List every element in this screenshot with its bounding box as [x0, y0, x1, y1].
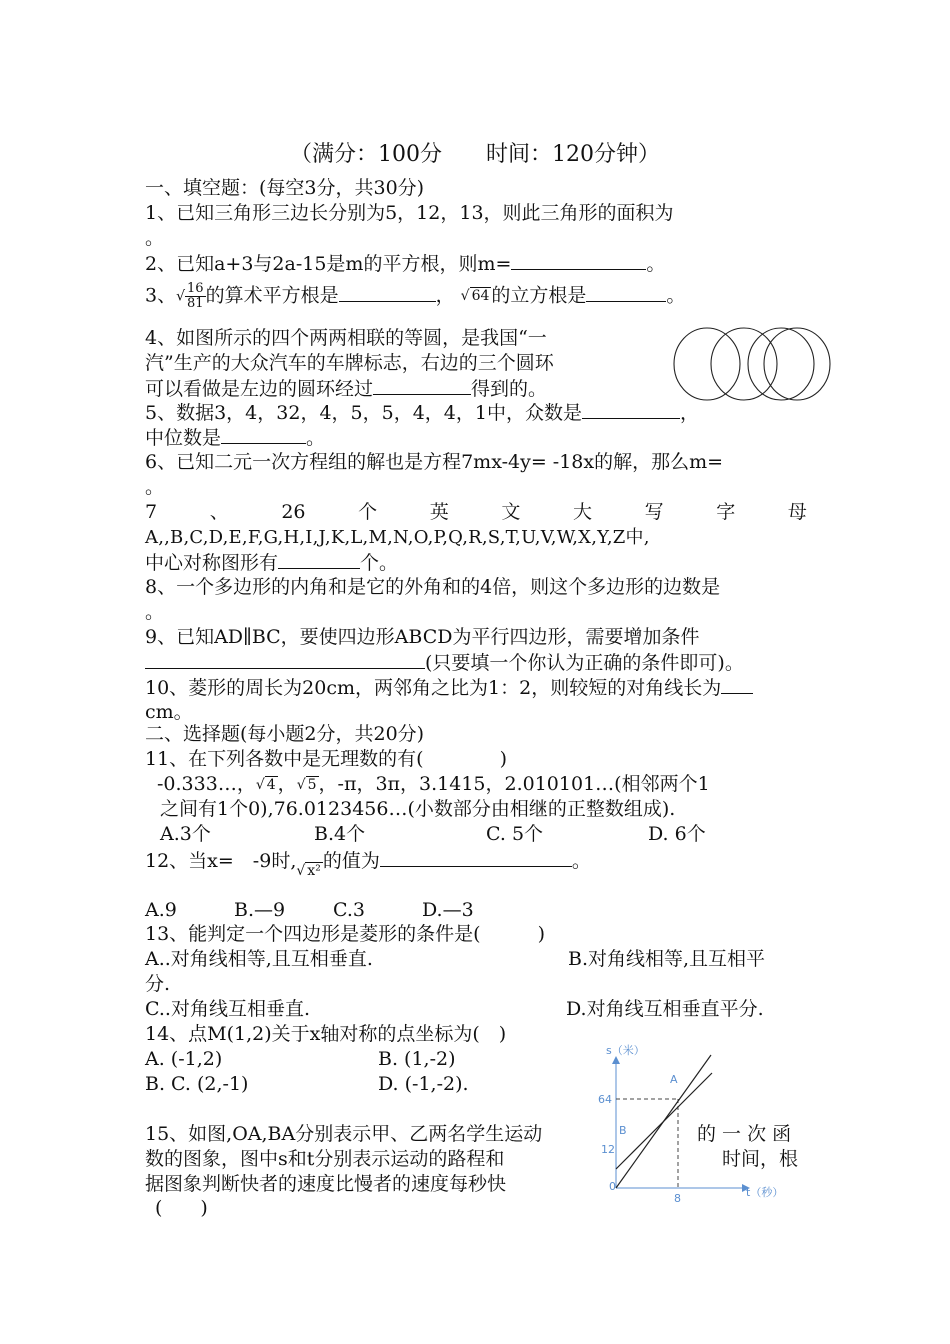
motion-graph: [598, 1040, 798, 1205]
option-a[interactable]: A.3个: [160, 823, 211, 845]
question-7-line1: 7 、 26 个 英 文 大 写 字 母: [145, 501, 807, 523]
question-10: 10、菱形的周长为20cm，两邻角之比为1：2，则较短的对角线长为: [145, 675, 753, 701]
sqrt-4: √ 4: [255, 776, 276, 793]
question-13: 13、能判定一个四边形是菱形的条件是( ): [145, 923, 546, 945]
option-b[interactable]: B.对角线相等,且互相平: [568, 948, 766, 970]
answer-blank[interactable]: [380, 848, 572, 867]
option-d[interactable]: D. 6个: [648, 823, 706, 845]
option-c[interactable]: C..对角线互相垂直.: [145, 998, 310, 1020]
sqrt-x-squared: √ x²: [296, 863, 321, 879]
option-c[interactable]: C.3: [333, 899, 365, 921]
four-rings-logo: [670, 326, 835, 402]
question-9: 9、已知AD∥BC，要使四边形ABCD为平行四边形，需要增加条件: [145, 626, 700, 648]
question-5-line2: 中位数是 。: [145, 427, 326, 449]
question-1-end: 。: [145, 227, 165, 249]
question-7-letters: A,,B,C,D,E,F,G,H,I,J,K,L,M,N,O,P,Q,R,S,T,U,V,W,X,Y,Z中,: [145, 527, 650, 548]
question-15-line3: 据图象判断快者的速度比慢者的速度每秒快: [145, 1173, 507, 1195]
question-12: 12、当x= -9时,√ x² 的值为 。: [145, 848, 591, 884]
question-1: 1、已知三角形三边长分别为5，12，13，则此三角形的面积为: [145, 202, 674, 224]
section-fill-in-title: 一、填空题：(每空3分，共30分): [145, 177, 425, 199]
answer-blank[interactable]: [145, 650, 425, 669]
question-14: 14、点M(1,2)关于x轴对称的点坐标为( ): [145, 1023, 507, 1045]
answer-blank[interactable]: [221, 425, 306, 444]
option-a[interactable]: A..对角线相等,且互相垂直.: [145, 948, 373, 970]
question-11-line3: 之间有1个0),76.0123456…(小数部分由相继的正整数组成).: [160, 798, 676, 820]
exam-header: （满分：100分 时间：120分钟）: [290, 142, 660, 167]
answer-blank[interactable]: [721, 675, 753, 694]
y-axis-label: s（米）: [606, 1044, 645, 1057]
question-8-end: 。: [145, 601, 165, 623]
question-7-line3: 中心对称图形有 个。: [145, 552, 399, 574]
ring-2: [711, 328, 777, 400]
question-6: 6、已知二元一次方程组的解也是方程7mx-4y= -18x的解，那么m=: [145, 451, 724, 473]
question-4-line2: 汽”生产的大众汽车的车牌标志，右边的三个圆环: [145, 352, 554, 374]
question-2: 2、已知a+3与2a-15是m的平方根，则m= 。: [145, 253, 666, 275]
line-ba: [616, 1073, 712, 1169]
option-b[interactable]: B.—9: [234, 899, 286, 921]
option-a[interactable]: A. (-1,2): [145, 1048, 223, 1070]
question-9-line2: (只要填一个你认为正确的条件即可)。: [145, 650, 744, 676]
tick-12: 12: [601, 1143, 615, 1156]
question-4-line1: 4、如图所示的四个两两相联的等圆，是我国“一: [145, 327, 547, 349]
option-c[interactable]: C. 5个: [486, 823, 544, 845]
question-11-line2: -0.333…，√ 4 ，√ 5 ，-π，3π，3.1415，2.010101…(相邻两个1: [157, 772, 710, 798]
option-b-cont: 分.: [145, 973, 171, 995]
question-10-end: cm。: [145, 701, 193, 723]
option-d[interactable]: D.对角线互相垂直平分.: [566, 998, 764, 1020]
option-a[interactable]: A.9: [145, 899, 177, 921]
option-c[interactable]: B. C. (2,-1): [145, 1073, 249, 1095]
sqrt-64: √ 64: [460, 288, 490, 304]
answer-blank[interactable]: [373, 376, 471, 395]
option-b[interactable]: B.4个: [314, 823, 366, 845]
sqrt-5: √ 5: [296, 776, 317, 793]
question-15-blank[interactable]: ( ): [155, 1197, 208, 1219]
answer-blank[interactable]: [586, 283, 666, 302]
question-11: 11、在下列各数中是无理数的有( ): [145, 748, 508, 770]
tick-64: 64: [598, 1093, 612, 1106]
question-3: 3、√ $\frac{16}{81}$ 的算术平方根是 ， √ 64 的立方根是 。: [145, 281, 686, 311]
sqrt-fraction: √ $\frac{16}{81}$: [176, 281, 204, 311]
option-d[interactable]: D.—3: [422, 899, 474, 921]
question-15-line2: 数的图象，图中s和t分别表示运动的路程和: [145, 1148, 505, 1170]
option-d[interactable]: D. (-1,-2).: [378, 1073, 469, 1095]
answer-blank[interactable]: [278, 550, 360, 569]
question-11-options: [160, 822, 760, 847]
question-15-line2-right: 时间，根: [722, 1148, 799, 1170]
question-4-line3: 可以看做是左边的圆环经过 得到的。: [145, 378, 548, 400]
question-12-options: [145, 898, 545, 923]
origin-label: 0: [609, 1180, 616, 1193]
ring-1: [674, 328, 740, 400]
tick-8: 8: [674, 1192, 681, 1205]
question-8: 8、一个多边形的内角和是它的外角和的4倍，则这个多边形的边数是: [145, 576, 721, 598]
answer-blank[interactable]: [511, 251, 646, 270]
point-b-label: B: [619, 1124, 627, 1137]
answer-blank[interactable]: [339, 283, 436, 302]
option-b[interactable]: B. (1,-2): [378, 1048, 456, 1070]
ring-4: [764, 328, 830, 400]
x-axis-label: t（秒）: [746, 1186, 784, 1199]
point-a-label: A: [670, 1073, 678, 1086]
section-choice-title: 二、选择题(每小题2分，共20分): [145, 723, 425, 745]
question-15-line1-right: 的 一 次 函: [697, 1123, 792, 1145]
question-15-line1: 15、如图,OA,BA分别表示甲、乙两名学生运动: [145, 1123, 543, 1145]
answer-blank[interactable]: [582, 400, 680, 419]
question-6-end: 。: [145, 476, 165, 498]
ring-3: [748, 328, 814, 400]
question-5: 5、数据3，4，32，4，5，5，4，4，1中，众数是 ，: [145, 402, 699, 424]
